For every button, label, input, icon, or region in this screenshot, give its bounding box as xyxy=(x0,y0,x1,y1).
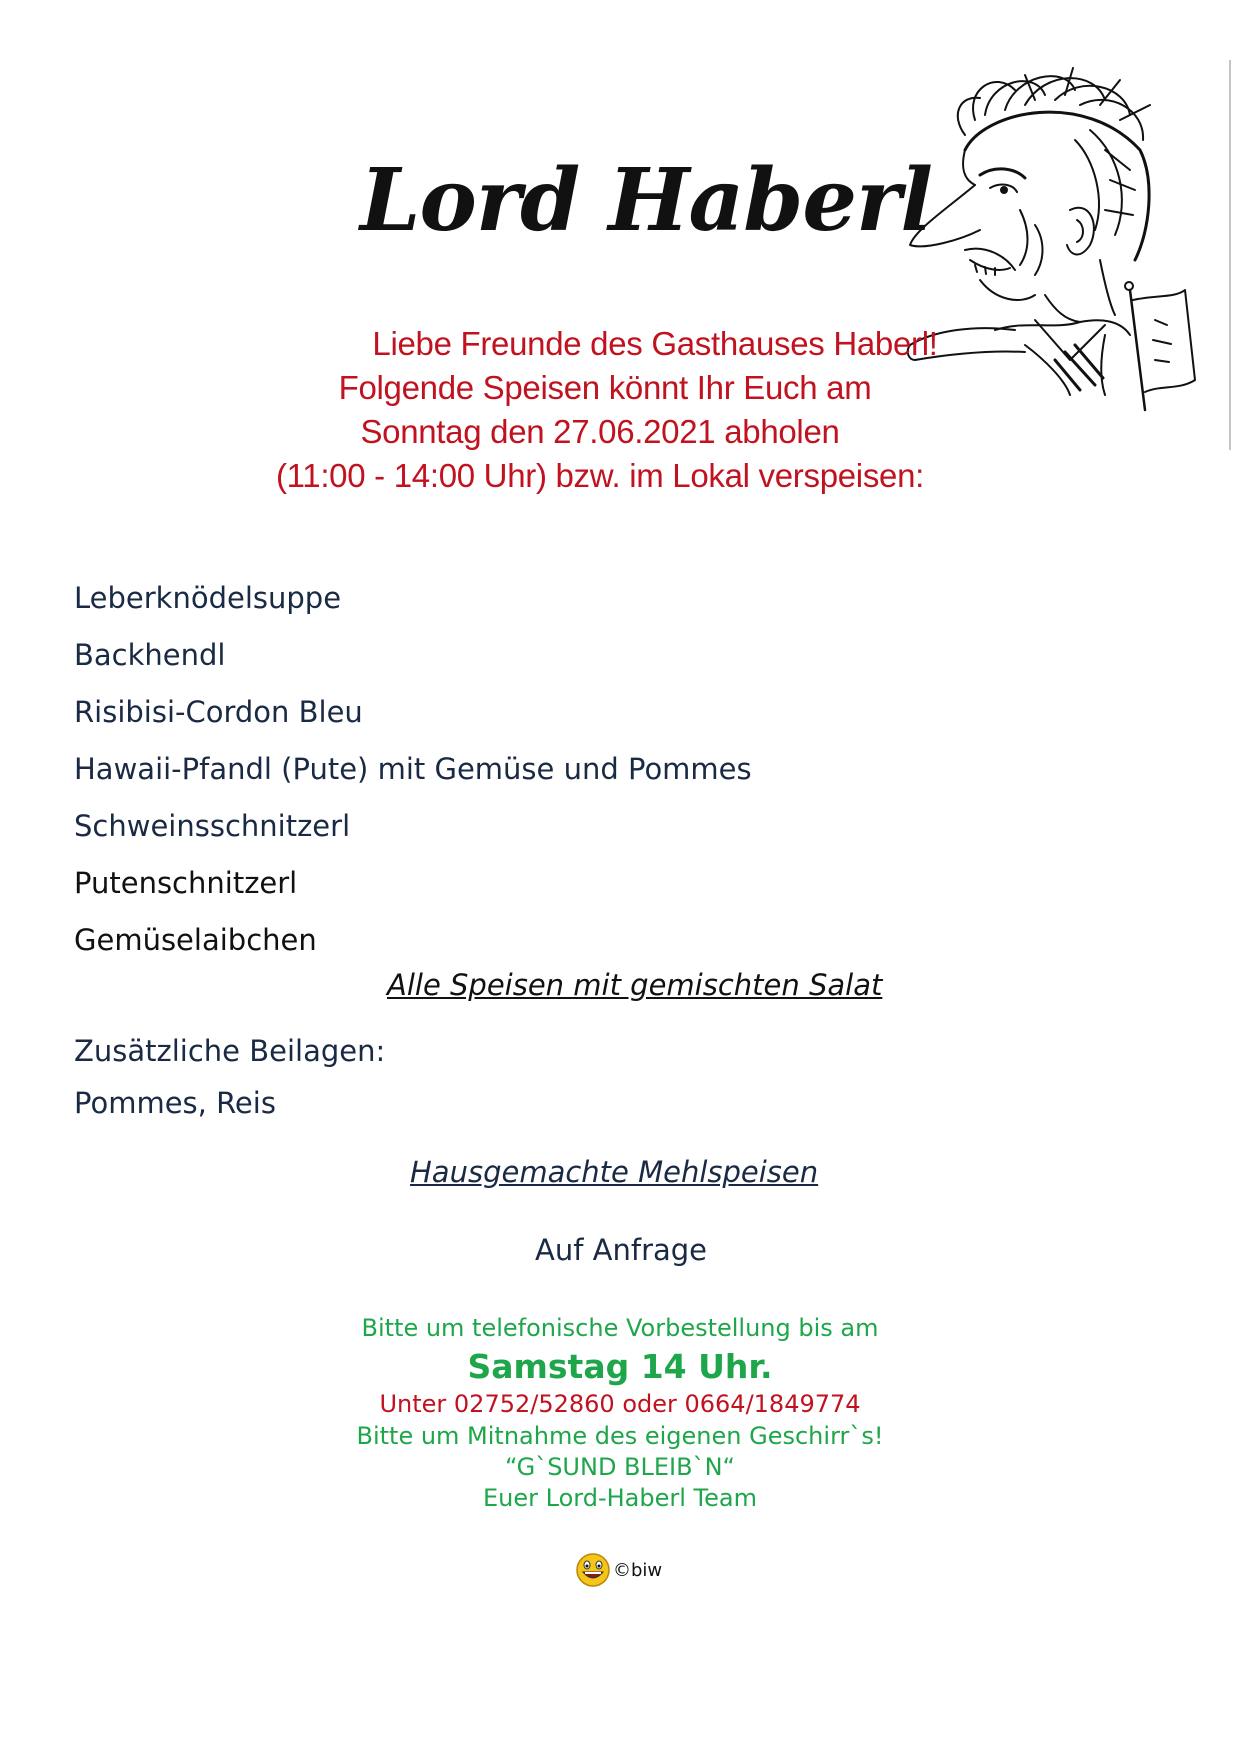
restaurant-title: Lord Haberl xyxy=(360,150,933,251)
preorder-deadline: Samstag 14 Uhr. xyxy=(467,1347,773,1386)
preorder-text: Bitte um telefonische Vorbestellung bis am xyxy=(361,1314,879,1342)
side-dishes-value: Pommes, Reis xyxy=(74,1086,276,1120)
team-signature: Euer Lord-Haberl Team xyxy=(483,1484,757,1512)
intro-date: Sonntag den 27.06.2021 abholen xyxy=(360,413,840,450)
order-info xyxy=(220,1310,1020,1514)
menu-item: Hawaii-Pfandl (Pute) mit Gemüse und Pommes xyxy=(74,752,752,786)
menu-item: Leberknödelsuppe xyxy=(74,581,342,615)
intro-hours: (11:00 - 14:00 Uhr) bzw. im Lokal verspeisen: xyxy=(275,457,925,494)
dessert-note: Auf Anfrage xyxy=(535,1233,708,1267)
side-dishes-label: Zusätzliche Beilagen: xyxy=(74,1034,386,1068)
credit xyxy=(575,1550,662,1590)
slogan: “G`SUND BLEIB`N“ xyxy=(505,1453,735,1481)
dessert-heading: Hausgemachte Mehlspeisen xyxy=(410,1155,819,1189)
phone-numbers: Unter 02752/52860 oder 0664/1849774 xyxy=(379,1390,861,1418)
salad-note: Alle Speisen mit gemischten Salat xyxy=(387,968,883,1002)
menu-item: Backhendl xyxy=(74,638,226,672)
smiley-icon xyxy=(575,1552,611,1588)
intro-greeting: Liebe Freunde des Gasthauses Haberl! xyxy=(372,325,938,362)
dishes-note: Bitte um Mitnahme des eigenen Geschirr`s! xyxy=(356,1422,884,1450)
menu-item: Risibisi-Cordon Bleu xyxy=(74,695,363,729)
menu-item: Putenschnitzerl xyxy=(74,866,298,900)
intro-line: Folgende Speisen könnt Ihr Euch am xyxy=(338,369,872,406)
intro-message xyxy=(150,322,1050,498)
credit-text: ©biw xyxy=(613,1559,663,1581)
menu-item: Schweinsschnitzerl xyxy=(74,809,351,843)
side-dishes xyxy=(74,1025,385,1129)
menu-item: Gemüselaibchen xyxy=(74,923,317,957)
menu-list xyxy=(74,570,752,969)
